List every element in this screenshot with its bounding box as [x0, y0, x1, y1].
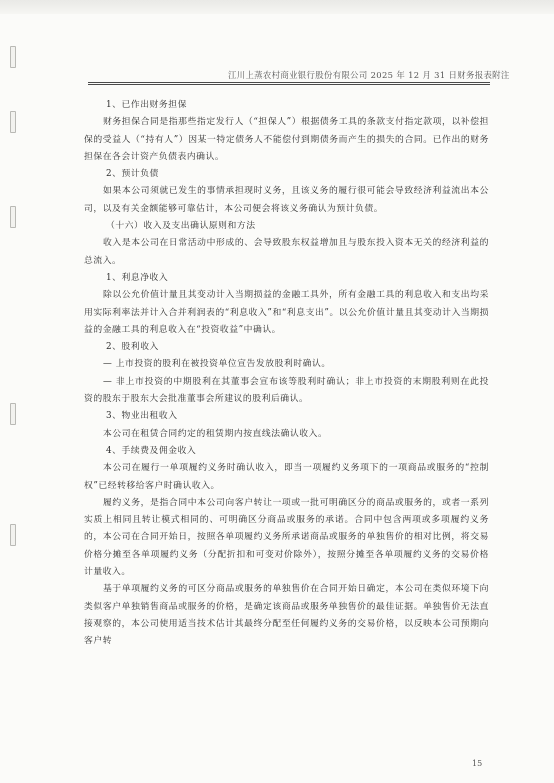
section-heading: 1、已作出财务担保	[106, 100, 187, 110]
page-number: 15	[472, 759, 483, 768]
body-paragraph: 除以公允价值计量且其变动计入当期损益的金融工具外，所有金融工具的利息收入和支出均采用实际利率法并计入合并利润表的“利息收入”和“利息支出”。以公允价值计量且其变动计入当期损益的金融工具的利息收入在“投资收益”中确认。	[84, 290, 489, 335]
binder-hole-mark	[10, 403, 16, 425]
header-rule	[88, 82, 490, 83]
section-heading: （十六）收入及支出确认原则和方法	[106, 221, 256, 232]
section-heading: 4、手续费及佣金收入	[106, 445, 197, 456]
section-heading: 3、物业出租收入	[106, 411, 178, 422]
running-header: 江川上蒸农村商业银行股份有限公司 2025 年 12 月 31 日财务报表附注	[228, 70, 510, 80]
binder-hole-mark	[10, 206, 16, 228]
body-paragraph: — 上市投资的股利在被投资单位宣告发放股利时确认。	[103, 359, 331, 370]
body-paragraph: 本公司在租赁合同约定的租赁期内按直线法确认收入。	[103, 428, 328, 439]
binder-hole-mark	[10, 524, 16, 546]
body-paragraph: 收入是本公司在日常活动中形成的、会导致股东权益增加且与股东投入资本无关的经济利益的总流入。	[84, 238, 489, 266]
body-paragraph: 本公司在履行一单项履约义务时确认收入，即当一项履约义务项下的一项商品或服务的“控制权”已经转移给客户时确认收入。	[84, 463, 489, 491]
binder-hole-mark	[10, 111, 16, 133]
document-body	[84, 97, 489, 651]
header-rule	[88, 84, 490, 85]
body-paragraph: 基于单项履约义务的可区分商品或服务的单独售价在合同开始日确定，本公司在类似环境下向类似客户单独销售商品或服务的价格，是确定该商品或服务单独售价的最佳证据。单独售价无法直接观察的，本公司使用适当技术估计其最终分配至任何履约义务的交易价格，以反映本公司预期向客户转	[84, 584, 489, 647]
body-paragraph: — 非上市投资的中期股利在其董事会宣布该等股利时确认；非上市投资的末期股利则在此投资的股东于股东大会批准董事会所建议的股利后确认。	[84, 376, 489, 405]
body-paragraph: 履约义务，是指合同中本公司向客户转让一项或一批可明确区分的商品或服务的，或者一系列实质上相同且转让模式相同的、可明确区分商品或服务的承诺。合同中包含两项或多项履约义务的，本公司在合同开始日，按照各单项履约义务所承诺商品或服务的单独售价的相对比例，将交易价格分摊至各单项履约义务（分配折扣和可变对价除外），按照分摊至各单项履约义务的交易价格计量收入。	[84, 497, 489, 578]
section-heading: 2、股利收入	[106, 342, 159, 353]
binder-hole-mark	[10, 46, 16, 68]
section-heading: 1、利息净收入	[106, 272, 169, 283]
body-paragraph: 如果本公司须就已发生的事情承担现时义务，且该义务的履行很可能会导致经济利益流出本公司，以及有关金额能够可靠估计，本公司便会将该义务确认为预计负债。	[84, 186, 489, 214]
scan-top-band	[0, 0, 554, 14]
body-paragraph: 财务担保合同是指那些指定发行人（“担保人”）根据债务工具的条款支付指定款项，以补偿担保的受益人（“持有人”）因某一特定债务人不能偿付到期债务而产生的损失的合同。已作出的财务担保在各会计资产负债表内确认。	[84, 117, 489, 162]
section-heading: 2、预计负债	[106, 169, 159, 180]
